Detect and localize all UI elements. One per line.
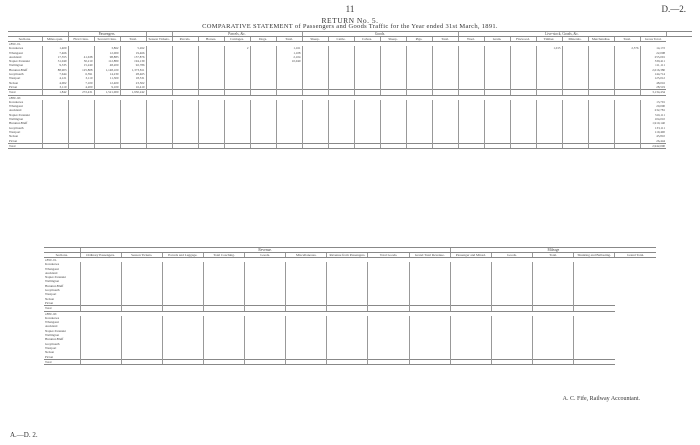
footer-reference: A.—D. 2. (10, 431, 38, 439)
table-cell (120, 143, 146, 148)
column-header: Revenue from Passengers. (327, 253, 368, 258)
group-parcels: Parcels, &c. (172, 32, 302, 37)
table-cell: 48,200 (94, 63, 120, 67)
column-header: Sheep. (380, 37, 406, 42)
row-label: Total (44, 359, 80, 364)
table-cell: 3,134,434 (640, 90, 666, 95)
row-label: Hurunui-Bluff (9, 121, 28, 126)
table-cell: 4,002 (42, 81, 68, 85)
row-label: Whangarei (45, 320, 59, 325)
column-header: Dogs. (250, 37, 276, 42)
table-cell (458, 143, 484, 148)
table-cell: 1,161 (276, 46, 302, 50)
table-cell: 11,300 (94, 76, 120, 80)
table-cell: 1,930,242 (120, 90, 146, 95)
table-cell: 98,883 (94, 55, 120, 59)
table-cell: 133,111 (640, 126, 666, 130)
table-cell: 41,638 (68, 55, 94, 59)
column-header: Total. (614, 37, 640, 42)
group-blank (666, 32, 692, 37)
row-label: Greymouth (9, 72, 24, 77)
column-header: Sections. (44, 253, 80, 258)
column-header: Total. (432, 37, 458, 42)
table-cell: 28,465 (120, 72, 146, 76)
row-label: Total (8, 143, 42, 148)
column-header: Wool. (458, 37, 484, 42)
revenue-table (44, 247, 656, 365)
row-label: Nelson (9, 80, 19, 85)
table-cell (198, 143, 224, 148)
table-cell: 9,100 (94, 85, 120, 90)
table-cell (203, 359, 244, 364)
table-cell: 48,016 (640, 81, 666, 85)
column-header: Carriages. (224, 37, 250, 42)
page-title: COMPARATIVE STATEMENT of Passengers and Goods Traffic for the Year ended 31st March, 1891. (202, 23, 498, 30)
table-cell: 111,111 (640, 63, 666, 67)
table-cell: 232,781 (640, 108, 666, 112)
column-header: Merchandise. (588, 37, 614, 42)
column-header: Parcels. (172, 37, 198, 42)
column-header: Shunting and Ballasting. (574, 253, 615, 258)
column-header: Ordinary Passengers. (80, 253, 121, 258)
column-header: Grand Total Revenue. (409, 253, 450, 258)
table-cell (484, 143, 510, 148)
row-label: Hurunui-Bluff (9, 67, 28, 72)
group-passengers: Passengers. (68, 32, 146, 37)
table-cell (574, 359, 615, 364)
table-cell: 5,262 (120, 46, 146, 50)
column-header: Season Tickets. (146, 37, 172, 42)
table-cell: 104,010 (640, 117, 666, 121)
table-cell: 16,410 (120, 85, 146, 90)
column-header: First Class. (68, 37, 94, 42)
row-label: Wellington (9, 63, 24, 68)
column-header: Total Coaching. (203, 253, 244, 258)
table-cell: 3,110 (68, 76, 94, 80)
table-cell: 12,000 (94, 51, 120, 55)
table-cell (42, 143, 68, 148)
row-label: Picton (9, 138, 18, 143)
column-header: Grand Total. (615, 253, 656, 258)
row-label: Total (8, 90, 42, 95)
table-cell: 1,015 (536, 46, 562, 50)
column-header: Total Goods. (368, 253, 409, 258)
row-label: Auckland (9, 54, 22, 59)
column-header: Goods. (491, 253, 532, 258)
table-cell: 88,903 (42, 68, 68, 72)
table-cell: 3,862 (94, 46, 120, 50)
table-cell: 14,172 (640, 46, 666, 50)
row-label: Napier-Taranaki (45, 275, 66, 280)
table-cell (162, 359, 203, 364)
table-cell: 339,411 (640, 59, 666, 63)
table-cell: 2,016,380 (640, 68, 666, 72)
row-label: Wellington (9, 117, 24, 122)
table-cell: 1,373,811 (120, 68, 146, 72)
group-livestock: Live-stock, Goods, &c. (458, 32, 666, 37)
table-cell: 157,876 (120, 55, 146, 59)
row-label: Picton (45, 354, 54, 359)
table-cell (354, 143, 380, 148)
table-cell (432, 143, 458, 148)
table-cell: 4,121 (42, 76, 68, 80)
table-cell: 3,110 (42, 85, 68, 90)
table-cell (80, 359, 121, 364)
traffic-table (8, 31, 692, 149)
table-cell (328, 143, 354, 148)
table-cell: 50,210 (68, 59, 94, 63)
table-cell: 26,444 (640, 139, 666, 144)
return-number: RETURN No. 5. (321, 16, 379, 25)
row-label: Kawakawa (9, 99, 24, 104)
row-label: Westport (45, 345, 57, 350)
section-label: 1889–90. (45, 311, 57, 316)
row-label: Wellington (45, 279, 60, 284)
table-cell (245, 359, 286, 364)
table-cell: 17,355 (42, 55, 68, 59)
column-header: Timber. (536, 37, 562, 42)
column-header: Firewood. (510, 37, 536, 42)
row-label: Nelson (45, 296, 55, 301)
table-cell: 125,012 (640, 76, 666, 80)
row-label: Napier-Taranaki (9, 112, 30, 117)
row-label: Hurunui-Bluff (45, 337, 64, 342)
table-cell (409, 359, 450, 364)
group-mileage: Mileage (450, 248, 656, 253)
table-cell: 9,335 (42, 63, 68, 67)
column-header: Pigs. (406, 37, 432, 42)
table-cell: 144,714 (640, 72, 666, 76)
signature: A. C. Fife, Railway Accountant. (562, 396, 640, 402)
row-label: Hurunui-Bluff (45, 283, 64, 288)
column-header: Miscellaneous. (286, 253, 327, 258)
column-header: Sections. (8, 37, 42, 42)
row-label: Westport (9, 76, 21, 81)
total-row (44, 359, 656, 364)
column-header: Season Tickets. (121, 253, 162, 258)
column-header: Goods. (245, 253, 286, 258)
table-cell: 31,049 (42, 59, 68, 63)
table-cell: 19,466 (120, 51, 146, 55)
table-cell: 2 (224, 46, 250, 50)
row-label: Auckland (9, 108, 22, 113)
table-cell: 28,519 (640, 85, 666, 90)
table-cell (250, 143, 276, 148)
row-label: Greymouth (45, 288, 60, 293)
table-cell: 1,148,100 (94, 68, 120, 72)
column-header: Grain. (484, 37, 510, 42)
row-label: Napier-Taranaki (45, 328, 66, 333)
table-cell: 112,880 (94, 59, 120, 63)
table-cell (614, 143, 640, 148)
row-label: Kawakawa (45, 315, 60, 320)
table-cell: 7,466 (42, 51, 68, 55)
column-header: Calves. (354, 37, 380, 42)
table-cell (450, 359, 491, 364)
table-cell (94, 143, 120, 148)
table-cell (286, 359, 327, 364)
row-label: Napier-Taranaki (9, 59, 30, 64)
column-header: Gross Total. (640, 37, 666, 42)
table-cell (368, 359, 409, 364)
table-cell: 7,100 (68, 81, 94, 85)
table-cell: 15,240 (68, 63, 94, 67)
table-cell (327, 359, 368, 364)
row-label: Westport (45, 292, 57, 297)
table-cell (588, 143, 614, 148)
column-header: Total. (276, 37, 302, 42)
table-cell (533, 359, 574, 364)
table-cell: 255,091 (640, 55, 666, 59)
table-cell: 92,786 (120, 63, 146, 67)
table-cell (68, 143, 94, 148)
table-cell: 1,521,000 (94, 90, 120, 95)
page-number: 11 (345, 4, 355, 14)
table-cell (406, 143, 432, 148)
table-cell: 12,400 (94, 81, 120, 85)
column-header: Second Class. (94, 37, 120, 42)
table-cell: 1,400 (42, 46, 68, 50)
row-label: Nelson (45, 350, 55, 355)
table-cell: 2,104 (276, 55, 302, 59)
row-label: Nelson (9, 134, 19, 139)
row-label: Greymouth (9, 125, 24, 130)
column-header: Cattle. (328, 37, 354, 42)
table-cell: 2,942,000 (640, 143, 666, 148)
row-label: Wellington (45, 333, 60, 338)
row-label: Whangarei (45, 266, 59, 271)
table-cell: 125,808 (68, 68, 94, 72)
row-label: Westport (9, 129, 21, 134)
row-label: Greymouth (45, 341, 60, 346)
row-label: Picton (9, 84, 18, 89)
table-cell (172, 143, 198, 148)
column-header: Miles open. (42, 37, 68, 42)
row-label: Kawakawa (45, 262, 60, 267)
table-cell: 4,200 (68, 85, 94, 90)
table-cell: 7,644 (42, 72, 68, 76)
row-label: Total (44, 306, 80, 311)
column-header: Parcels and Luggage. (162, 253, 203, 258)
table-cell: 20,000 (640, 104, 666, 108)
document-reference: D.—2. (661, 4, 686, 14)
table-cell: 13,791 (640, 100, 666, 104)
section-label: 1890–91. (45, 258, 57, 262)
table-cell: 194,139 (120, 59, 146, 63)
column-header: Minerals. (562, 37, 588, 42)
row-label: Auckland (45, 324, 58, 329)
table-cell: 18,531 (120, 76, 146, 80)
table-cell: 2,576 (614, 46, 640, 50)
table-cell (121, 359, 162, 364)
table-cell: 1,910,140 (640, 121, 666, 125)
table-cell (562, 143, 588, 148)
table-cell (302, 143, 328, 148)
table-cell (146, 143, 172, 148)
table-cell: 119,400 (640, 130, 666, 134)
section-label: 1889–90. (9, 95, 21, 100)
column-header: Total. (533, 253, 574, 258)
column-header: Sheep. (302, 37, 328, 42)
table-cell: 22,008 (640, 51, 666, 55)
section-label: 1890–91. (9, 42, 21, 46)
table-cell: 10,040 (276, 59, 302, 63)
table-cell (536, 143, 562, 148)
group-revenue: Revenue. (80, 248, 450, 253)
table-cell (380, 143, 406, 148)
table-cell: 45,810 (640, 134, 666, 138)
table-cell: 1,842 (42, 90, 68, 95)
row-label: Auckland (45, 270, 58, 275)
table-cell (510, 143, 536, 148)
row-label: Kawakawa (9, 46, 24, 51)
column-header: Total. (120, 37, 146, 42)
table-cell: 6,591 (68, 72, 94, 76)
row-label: Picton (45, 300, 54, 305)
table-cell (491, 359, 532, 364)
table-cell: 14,230 (94, 72, 120, 76)
table-cell: 316,111 (640, 113, 666, 117)
total-row (8, 143, 692, 148)
group-goods: Goods. (302, 32, 458, 37)
column-header: Horses. (198, 37, 224, 42)
row-label: Whangarei (9, 104, 23, 109)
table-cell: 272,431 (68, 90, 94, 95)
table-cell (276, 143, 302, 148)
table-cell (224, 143, 250, 148)
table-cell: 23,502 (120, 81, 146, 85)
row-label: Whangarei (9, 50, 23, 55)
table-cell: 1,108 (276, 51, 302, 55)
column-header: Passenger and Mixed. (450, 253, 491, 258)
